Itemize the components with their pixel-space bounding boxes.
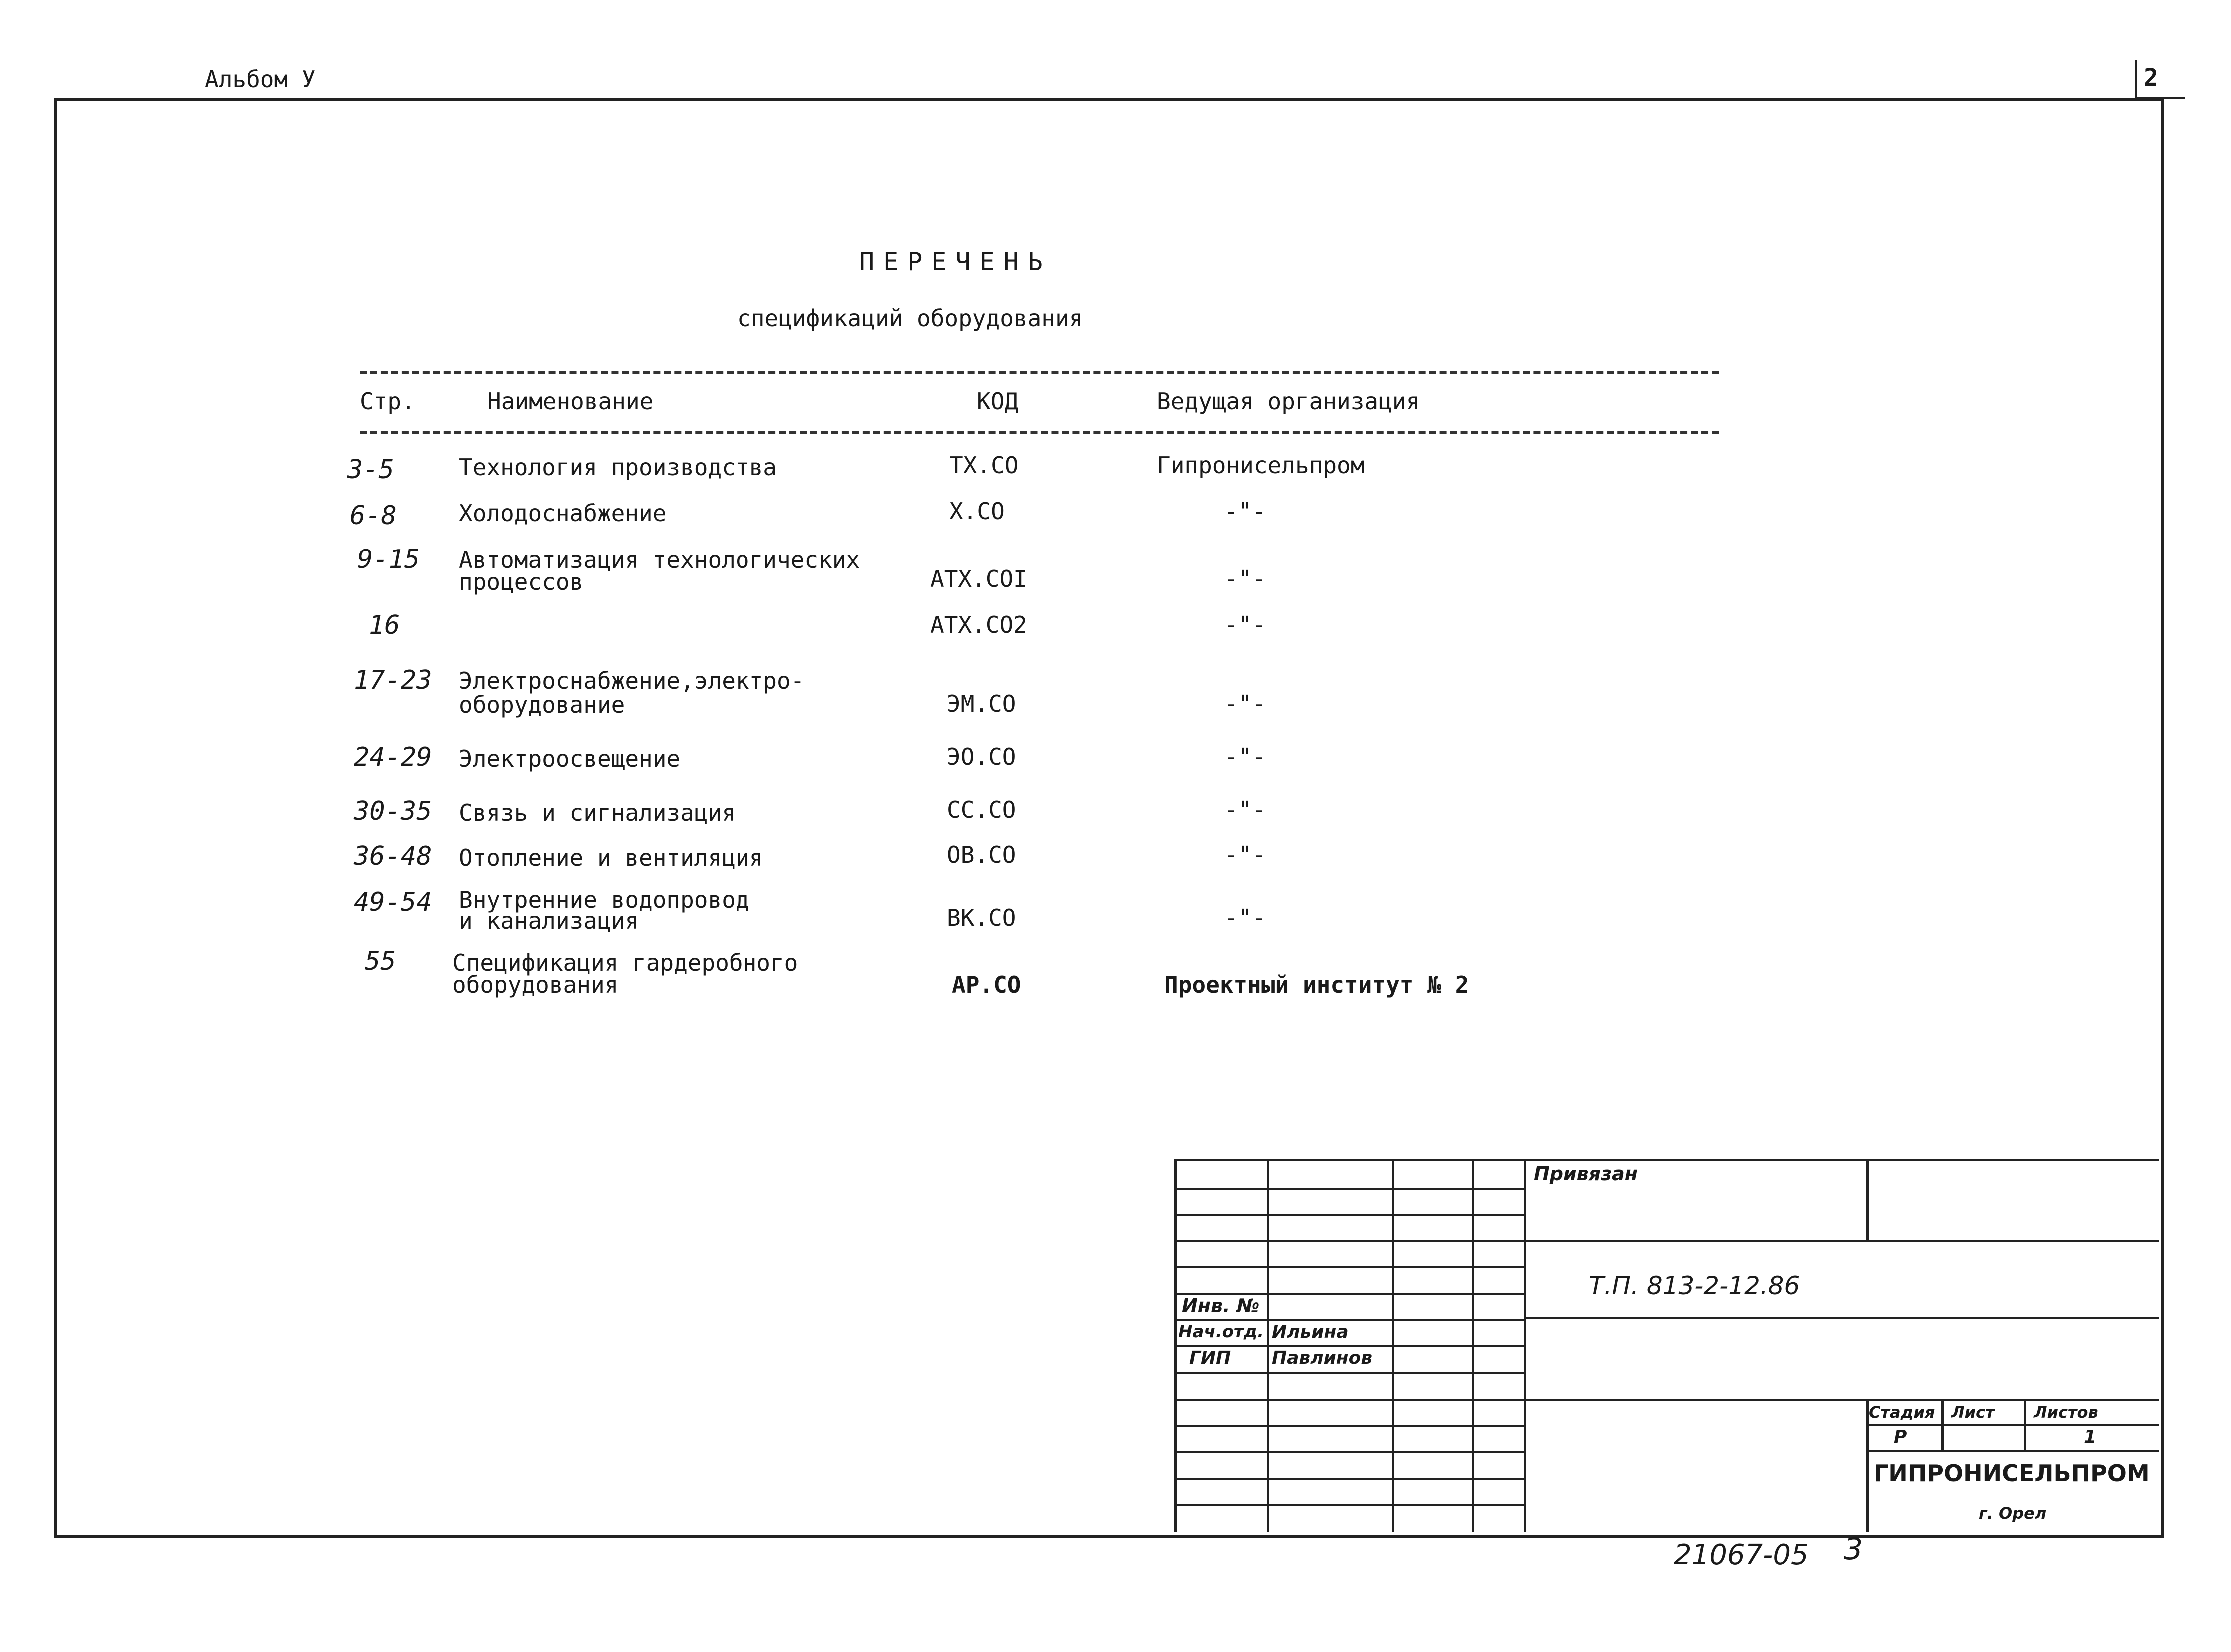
row-pages: 49-54	[354, 887, 432, 917]
row-pages: 17-23	[354, 665, 432, 695]
row-code: АТХ.СОI	[930, 565, 1027, 592]
tb-privyazan: Привязан	[1534, 1163, 1638, 1185]
tb-line	[1174, 1319, 1524, 1321]
row-pages: 16	[369, 610, 400, 640]
tb-line	[2024, 1399, 2026, 1450]
tb-sheet-hdr: Лист	[1951, 1403, 1995, 1422]
row-pages: 3-5	[347, 455, 394, 485]
tb-line	[1866, 1159, 1869, 1240]
tb-line	[1174, 1240, 1524, 1242]
tb-org: ГИПРОНИСЕЛЬПРОМ	[1874, 1460, 2150, 1487]
tb-line	[1174, 1451, 1524, 1453]
document-title: ПЕРЕЧЕНЬ	[859, 247, 1052, 276]
row-code: СС.СО	[947, 796, 1016, 823]
tb-line	[1524, 1159, 1526, 1532]
row-code: ЭМ.СО	[947, 690, 1016, 717]
row-name: Внутренние водопровод	[459, 886, 749, 913]
tb-line	[1174, 1504, 1524, 1506]
row-code: Х.СО	[949, 498, 1005, 525]
tb-role1: Нач.отд.	[1178, 1322, 1264, 1342]
tb-name2: Павлинов	[1272, 1348, 1373, 1368]
row-pages: 9-15	[357, 545, 420, 574]
row-org: -"-	[1224, 690, 1266, 717]
tb-line	[1174, 1399, 1524, 1401]
tb-line	[1866, 1450, 2159, 1452]
tb-line	[1174, 1372, 1524, 1374]
row-name-cont: оборудование	[459, 691, 625, 718]
tb-line	[1524, 1399, 2159, 1401]
document-subtitle: спецификаций оборудования	[737, 305, 1083, 332]
tb-stage-hdr: Стадия	[1869, 1403, 1935, 1422]
row-pages: 55	[365, 946, 396, 976]
tb-sheets-val: 1	[2084, 1427, 2097, 1447]
tb-line	[1174, 1159, 2159, 1161]
header-dash-top	[360, 371, 1719, 374]
tb-name1: Ильина	[1272, 1322, 1349, 1342]
row-code: АР.СО	[952, 971, 1021, 998]
tb-line	[1866, 1424, 2159, 1426]
page-number: 3	[1844, 1532, 1863, 1567]
tb-line	[1174, 1345, 1524, 1347]
row-code: ТХ.СО	[949, 452, 1019, 479]
row-org: -"-	[1224, 611, 1266, 638]
row-name: Автоматизация технологических	[459, 547, 860, 573]
row-pages: 24-29	[354, 742, 432, 772]
row-org: -"-	[1224, 498, 1266, 525]
tb-line	[1174, 1188, 1524, 1190]
tb-project-code: Т.П. 813-2-12.86	[1589, 1271, 1800, 1300]
tb-city: г. Орел	[1979, 1504, 2047, 1523]
col-header-name: Наименование	[487, 388, 654, 415]
row-pages: 30-35	[354, 796, 432, 826]
tb-sheets-hdr: Листов	[2034, 1403, 2098, 1422]
tb-line	[1174, 1266, 1524, 1268]
row-name: Спецификация гардеробного	[452, 949, 798, 976]
col-header-code: КОД	[977, 388, 1019, 415]
row-org: -"-	[1224, 904, 1266, 931]
row-code: ОВ.СО	[947, 841, 1016, 868]
tb-line	[1524, 1317, 2159, 1319]
tb-role2: ГИП	[1189, 1348, 1231, 1368]
row-code: ВК.СО	[947, 904, 1016, 931]
row-org: Проектный институт № 2	[1164, 971, 1469, 998]
row-name-cont: оборудования	[452, 971, 619, 998]
tb-line	[1174, 1425, 1524, 1427]
tb-line	[1941, 1399, 1944, 1450]
tb-line	[1174, 1214, 1524, 1216]
tb-line	[1174, 1478, 1524, 1480]
row-org: -"-	[1224, 743, 1266, 770]
col-header-org: Ведущая организация	[1157, 388, 1420, 415]
row-name-cont: процессов	[459, 568, 584, 595]
sheet-number: 2	[2144, 64, 2158, 92]
tb-line	[1524, 1240, 2159, 1242]
col-header-pages: Стр.	[360, 388, 415, 415]
row-code: ЭО.СО	[947, 743, 1016, 770]
row-name: Электроосвещение	[459, 745, 681, 772]
row-pages: 6-8	[350, 501, 397, 531]
tb-inv-no: Инв. №	[1182, 1295, 1260, 1317]
row-org: Гипронисельпром	[1157, 452, 1365, 479]
tb-stage-val: Р	[1894, 1427, 1907, 1447]
row-org: -"-	[1224, 841, 1266, 868]
row-name: Электроснабжение,электро-	[459, 667, 805, 694]
header-dash-bottom	[360, 431, 1719, 434]
row-name: Холодоснабжение	[459, 500, 667, 527]
row-name: Отопление и вентиляция	[459, 844, 763, 871]
stamp-number: 21067-05	[1674, 1539, 1809, 1571]
row-org: -"-	[1224, 796, 1266, 823]
row-name-cont: и канализация	[459, 907, 639, 934]
row-org: -"-	[1224, 565, 1266, 592]
row-code: АТХ.СО2	[930, 611, 1027, 638]
album-label: Альбом У	[205, 66, 316, 93]
row-pages: 36-48	[354, 841, 432, 871]
row-name: Связь и сигнализация	[459, 799, 736, 826]
row-name: Технология производства	[459, 454, 777, 481]
